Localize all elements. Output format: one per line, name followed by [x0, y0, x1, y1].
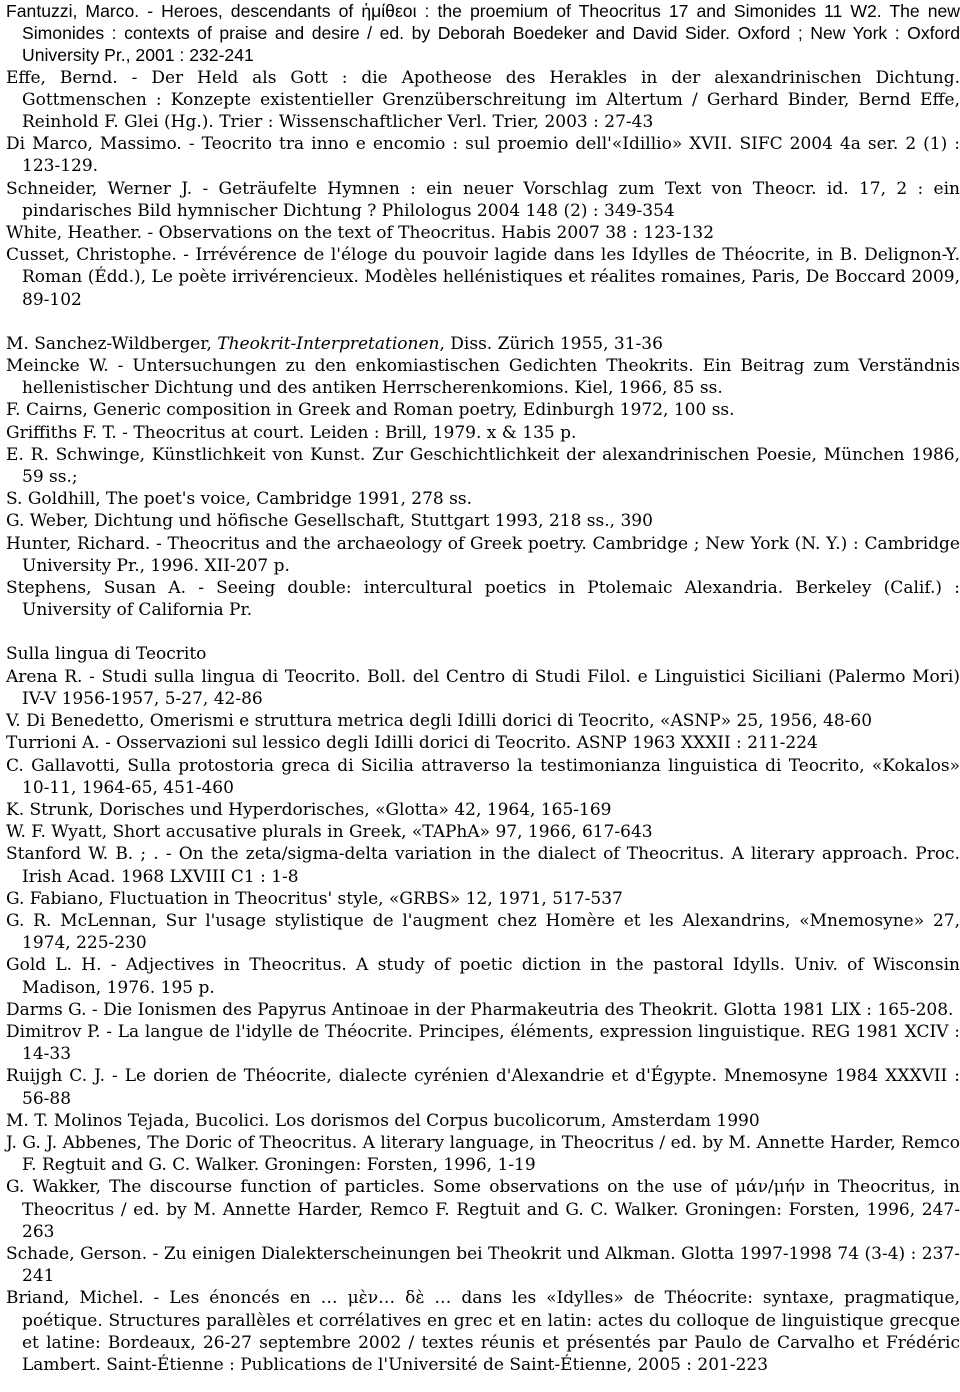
reference-entry: Di Marco, Massimo. - Teocrito tra inno e encomio : sul proemio dell'«Idillio» XVII. SIFC 2004 4a ser. 2 (1) : 123-129. — [6, 134, 960, 177]
reference-entry: G. R. McLennan, Sur l'usage stylistique de l'augment chez Homère et les Alexandrins, «Mnemosyne» 27, 1974, 225-230 — [6, 910, 960, 954]
reference-entry: Cusset, Christophe. - Irrévérence de l'éloge du pouvoir lagide dans les Idylles de Théocrite, in B. Delignon-Y. Roman (Édd.), Le poète irrivérencieux. Modèles hellénistiques et réalites romaines, Paris, De Boccard 2009, 89-102 — [6, 245, 960, 310]
reference-entry: Hunter, Richard. - Theocritus and the archaeology of Greek poetry. Cambridge ; New York (N. Y.) : Cambridge University Pr., 1996. XII-207 p. — [6, 533, 960, 576]
reference-entry: C. Gallavotti, Sulla protostoria greca di Sicilia attraverso la testimonianza linguistica di Teocrito, «Kokalos» 10-11, 1964-65, 451-460 — [6, 755, 960, 798]
reference-entry: G. Fabiano, Fluctuation in Theocritus' style, «GRBS» 12, 1971, 517-537 — [6, 888, 623, 909]
reference-entry: Stanford W. B. ; . - On the zeta/sigma-delta variation in the dialect of Theocritus. A literary approach. Proc. Irish Acad. 1968 LXVIII C1 : 1-8 — [6, 844, 960, 887]
reference-entry: Darms G. - Die Ionismen des Papyrus Antinoae in der Pharmakeutria des Theokrit. Glotta 1981 LIX : 165-208. — [6, 999, 954, 1020]
reference-entry: Turrioni A. - Osservazioni sul lessico degli Idilli dorici di Teocrito. ASNP 1963 XXXII : 211-224 — [6, 733, 818, 754]
reference-entry: G. Weber, Dichtung und höfische Gesellschaft, Stuttgart 1993, 218 ss., 390 — [6, 511, 653, 532]
spacer — [6, 311, 960, 333]
reference-entry: E. R. Schwinge, Künstlichkeit von Kunst. Zur Geschichtlichkeit der alexandrinischen Poesie, München 1986, 59 ss.; — [6, 444, 960, 488]
reference-entry: S. Goldhill, The poet's voice, Cambridge 1991, 278 ss. — [6, 489, 472, 510]
reference-entry: Fantuzzi, Marco. - Heroes, descendants of ἡμίθεοι : the proemium of Theocritus 17 and Simonides 11 W2. The new Simonides : contexts of praise and desire / ed. by Deborah Boedeker and David Sider. Oxford ; New York : Oxford University Pr., 2001 : 232-241 — [6, 1, 960, 66]
reference-title-italic: Theokrit-Interpretationen — [217, 333, 440, 354]
reference-entry: Dimitrov P. - La langue de l'idylle de Théocrite. Principes, éléments, expression linguistique. REG 1981 XCIV : 14-33 — [6, 1021, 960, 1065]
reference-entry: K. Strunk, Dorisches und Hyperdorisches, «Glotta» 42, 1964, 165-169 — [6, 799, 612, 820]
reference-entry: V. Di Benedetto, Omerismi e struttura metrica degli Idilli dorici di Teocrito, «ASNP» 25, 1956, 48-60 — [6, 711, 873, 732]
reference-entry: Meincke W. - Untersuchungen zu den enkomiastischen Gedichten Theokrits. Ein Beitrag zum Verständnis hellenistischer Dichtung und des antiken Herrscherenkomions. Kiel, 1966, 85 ss. — [6, 356, 960, 399]
reference-entry — [6, 333, 960, 355]
reference-group-2 — [6, 333, 960, 622]
reference-entry: Ruijgh C. J. - Le dorien de Théocrite, dialecte cyrénien d'Alexandrie et d'Égypte. Mnemosyne 1984 XXXVII : 56-88 — [6, 1066, 960, 1109]
reference-entry: White, Heather. - Observations on the text of Theocritus. Habis 2007 38 : 123-132 — [6, 223, 715, 244]
reference-entry: Griffiths F. T. - Theocritus at court. Leiden : Brill, 1979. x & 135 p. — [6, 422, 577, 443]
spacer — [6, 621, 960, 643]
reference-entry: G. Wakker, The discourse function of particles. Some observations on the use of μάν/μήν in Theocritus, in Theocritus / ed. by M. Annette Harder, Remco F. Regtuit and G. C. Walker. Groningen: Forsten, 1996, 247-263 — [6, 1177, 960, 1242]
reference-group-1 — [6, 0, 960, 311]
reference-entry: Effe, Bernd. - Der Held als Gott : die Apotheose des Herakles in der alexandrinischen Dichtung. Gottmenschen : Konzepte existentieller Grenzüberschreitung im Altertum / Gerhard Binder, Bernd Effe, Reinhold F. Glei (Hg.). Trier : Wissenschaftlicher Verl. Trier, 2003 : 27-43 — [6, 67, 960, 133]
reference-entry: J. G. J. Abbenes, The Doric of Theocritus. A literary language, in Theocritus / ed. by M. Annette Harder, Remco F. Regtuit and G. C. Walker. Groningen: Forsten, 1996, 1-19 — [6, 1132, 960, 1176]
reference-group-3 — [6, 666, 960, 1377]
reference-text: , Diss. Zürich 1955, 31-36 — [439, 333, 663, 354]
section-heading: Sulla lingua di Teocrito — [6, 644, 207, 665]
reference-entry: Gold L. H. - Adjectives in Theocritus. A study of poetic diction in the pastoral Idylls. Univ. of Wisconsin Madison, 1976. 195 p. — [6, 955, 960, 998]
reference-entry: Arena R. - Studi sulla lingua di Teocrito. Boll. del Centro di Studi Filol. e Linguistici Siciliani (Palermo Mori) IV-V 1956-1957, 5-27, 42-86 — [6, 666, 960, 709]
reference-text: M. Sanchez-Wildberger, — [6, 333, 218, 354]
reference-entry: Briand, Michel. - Les énoncés en … μὲν… δὲ … dans les «Idylles» de Théocrite: syntaxe, pragmatique, poétique. Structures parallèles et corrélatives en grec et en latin: actes du colloque de linguistique grecque et latine: Bordeaux, 26-27 septembre 2002 / textes réunis et présentés par Paulo de Carvalho et Frédéric Lambert. Saint-Étienne : Publications de l'Université de Saint-Étienne, 2005 : 201-223 — [6, 1288, 960, 1375]
reference-entry: Schneider, Werner J. - Geträufelte Hymnen : ein neuer Vorschlag zum Text von Theocr. id. 17, 2 : ein pindarisches Bild hymnischer Dichtung ? Philologus 2004 148 (2) : 349-354 — [6, 178, 960, 221]
reference-entry: W. F. Wyatt, Short accusative plurals in Greek, «TAPhA» 97, 1966, 617-643 — [6, 822, 653, 843]
reference-entry: M. T. Molinos Tejada, Bucolici. Los dorismos del Corpus bucolicorum, Amsterdam 1990 — [6, 1110, 760, 1131]
reference-entry: Stephens, Susan A. - Seeing double: intercultural poetics in Ptolemaic Alexandria. Berkeley (Calif.) : University of California Pr. — [6, 578, 960, 621]
reference-entry: Schade, Gerson. - Zu einigen Dialekterscheinungen bei Theokrit und Alkman. Glotta 1997-1998 74 (3-4) : 237-241 — [6, 1243, 960, 1287]
reference-entry: F. Cairns, Generic composition in Greek and Roman poetry, Edinburgh 1972, 100 ss. — [6, 400, 735, 421]
